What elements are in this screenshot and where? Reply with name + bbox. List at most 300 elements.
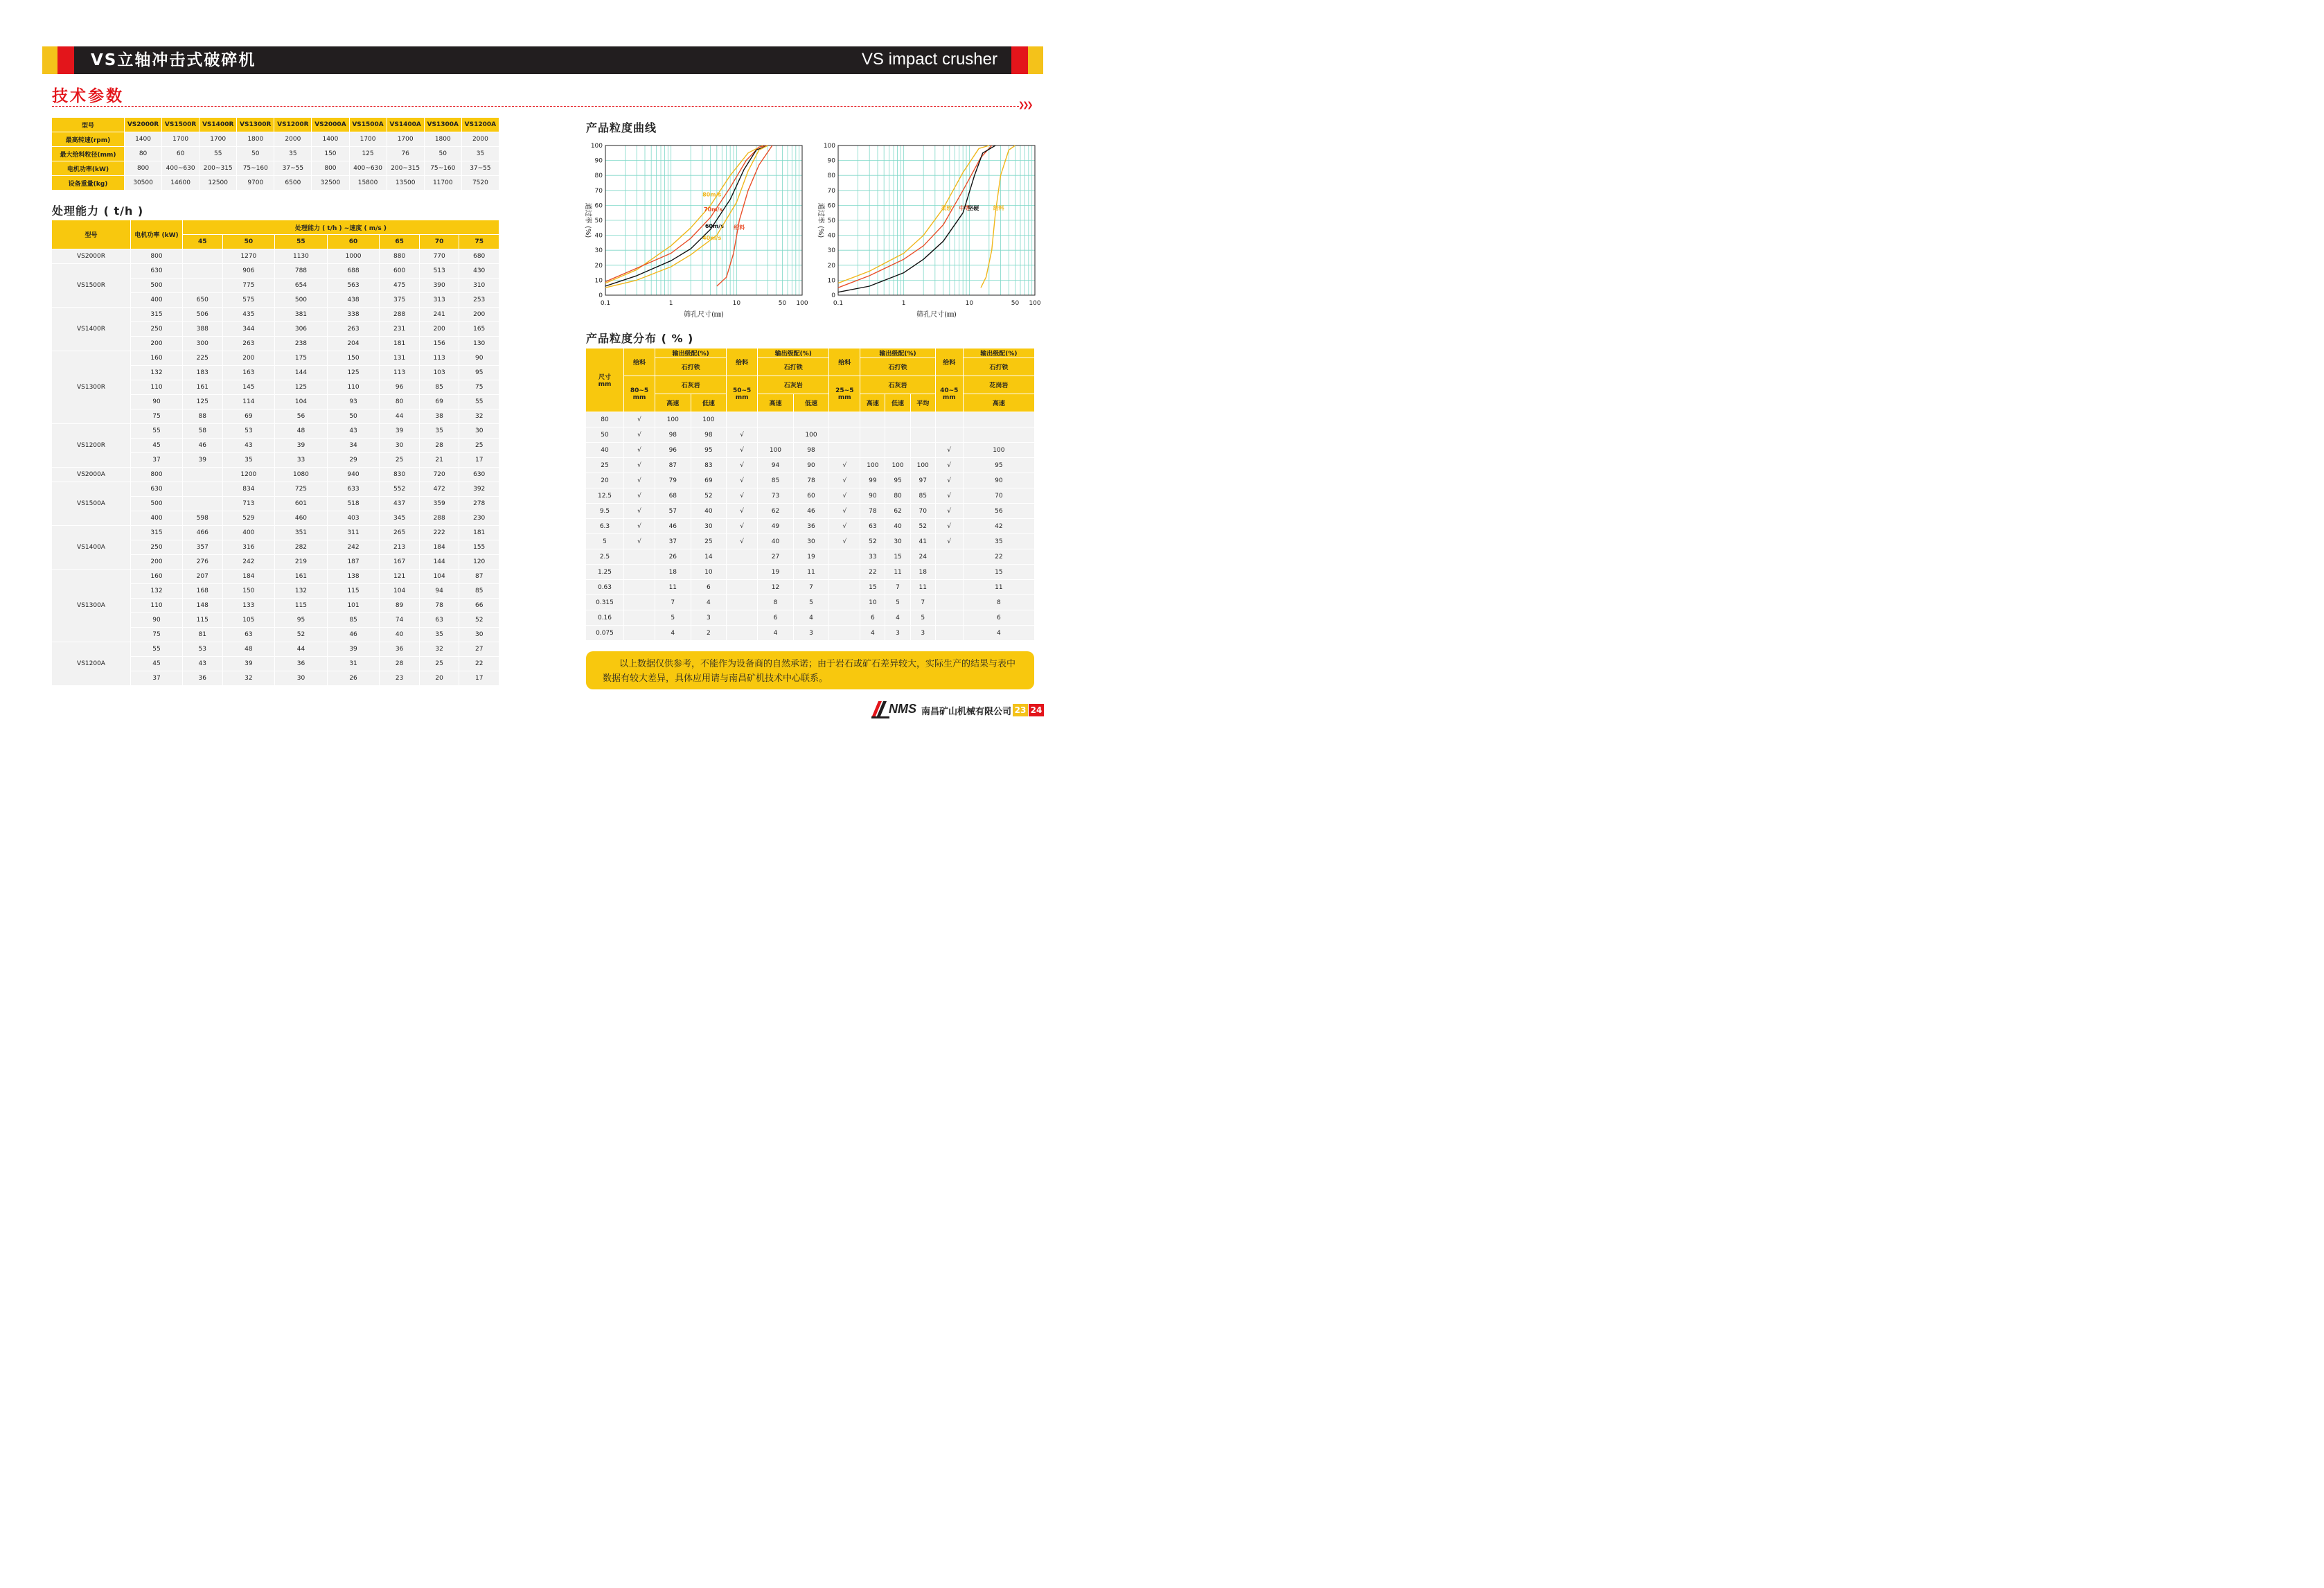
series-label-4: 给料 — [734, 224, 745, 231]
series-line-1 — [838, 145, 992, 288]
spec-cell: 37~55 — [274, 161, 312, 176]
dist-cell: 62 — [758, 504, 794, 519]
capacity-cell: 375 — [380, 293, 420, 308]
capacity-cell — [183, 279, 223, 293]
y-tick-label: 60 — [827, 202, 835, 210]
capacity-cell: 145 — [223, 380, 276, 395]
capacity-cell: 21 — [420, 453, 460, 468]
capacity-cell: 30 — [275, 671, 328, 686]
capacity-cell: 311 — [328, 526, 380, 540]
spec-model-VS1200R: VS1200R — [274, 118, 312, 132]
y-tick-label: 10 — [827, 277, 835, 285]
spec-table — [52, 118, 499, 191]
capacity-cell: 94 — [420, 584, 460, 599]
capacity-cell: 63 — [420, 613, 460, 628]
capacity-cell: 183 — [183, 366, 223, 380]
dist-cell: 100 — [758, 443, 794, 458]
capacity-cell: 278 — [459, 497, 499, 511]
dist-output-2: 输出级配(%) — [860, 349, 935, 358]
banner-accent-left-yellow — [42, 46, 57, 74]
dist-cell: 79 — [655, 473, 691, 488]
dist-feed-check — [624, 610, 655, 626]
dist-cell: 96 — [655, 443, 691, 458]
dist-feed-check: √ — [936, 504, 964, 519]
capacity-cell: 69 — [420, 395, 460, 409]
dist-rock-0: 石灰岩 — [655, 376, 727, 394]
capacity-cell: 32 — [223, 671, 276, 686]
spec-cell: 15800 — [350, 176, 387, 191]
capacity-power-cell: 400 — [131, 511, 183, 526]
dist-cell: 46 — [655, 519, 691, 534]
dist-size-cell: 80 — [586, 412, 624, 427]
capacity-cell: 36 — [380, 642, 420, 657]
dist-cell: 97 — [911, 473, 936, 488]
dist-feed-check — [936, 626, 964, 641]
spec-cell: 1700 — [387, 132, 425, 147]
capacity-cell: 52 — [275, 628, 328, 642]
dist-cell: 4 — [691, 595, 727, 610]
capacity-cell: 90 — [459, 351, 499, 366]
page-number-right: 24 — [1029, 704, 1044, 716]
dist-speed-1-1: 低速 — [794, 394, 830, 412]
capacity-cell: 163 — [223, 366, 276, 380]
dist-cell: 70 — [964, 488, 1035, 504]
spec-cell: 1700 — [350, 132, 387, 147]
dist-cell: 95 — [691, 443, 727, 458]
dist-cell — [758, 427, 794, 443]
capacity-cell: 880 — [380, 249, 420, 264]
dist-cell: 6 — [691, 580, 727, 595]
table-row — [586, 549, 1035, 565]
spec-cell: 6500 — [274, 176, 312, 191]
capacity-cell: 17 — [459, 453, 499, 468]
dist-feed-check — [936, 610, 964, 626]
y-tick-label: 50 — [594, 218, 603, 224]
capacity-cell: 940 — [328, 468, 380, 482]
dist-cell: 24 — [911, 549, 936, 565]
capacity-cell: 263 — [328, 322, 380, 337]
capacity-cell — [183, 249, 223, 264]
capacity-cell: 46 — [183, 439, 223, 453]
capacity-cell: 184 — [420, 540, 460, 555]
dist-cell: 83 — [691, 458, 727, 473]
dist-feed-check: √ — [829, 504, 860, 519]
capacity-cell: 316 — [223, 540, 276, 555]
dist-size-cell: 2.5 — [586, 549, 624, 565]
capacity-power-cell: 37 — [131, 453, 183, 468]
dist-speed-2-2: 平均 — [911, 394, 936, 412]
dist-cell: 5 — [885, 595, 910, 610]
dist-feed-check: √ — [936, 458, 964, 473]
capacity-cell: 43 — [223, 439, 276, 453]
dist-feed-check — [727, 610, 758, 626]
capacity-cell: 35 — [420, 628, 460, 642]
dist-feed-check — [727, 595, 758, 610]
spec-row — [52, 161, 499, 176]
dist-feed-check — [829, 565, 860, 580]
dist-cell: 37 — [655, 534, 691, 549]
dist-feed-check: √ — [727, 488, 758, 504]
dist-size-cell: 12.5 — [586, 488, 624, 504]
capacity-cell: 435 — [223, 308, 276, 322]
capacity-cell: 204 — [328, 337, 380, 351]
dist-size-cell: 1.25 — [586, 565, 624, 580]
dist-size-cell: 0.63 — [586, 580, 624, 595]
dist-cell: 6 — [758, 610, 794, 626]
spec-cell: 1800 — [425, 132, 462, 147]
dist-cell: 98 — [655, 427, 691, 443]
capacity-cell: 29 — [328, 453, 380, 468]
capacity-cell: 48 — [275, 424, 328, 439]
capacity-cell: 95 — [275, 613, 328, 628]
dist-feed-check: √ — [624, 427, 655, 443]
disclaimer-note: 以上数据仅供参考，不能作为设备商的自然承诺；由于岩石或矿石差异较大，实际生产的结果与表中数据有较大差异，具体应用请与南昌矿机技术中心联系。 — [586, 651, 1034, 689]
dist-cell — [860, 443, 885, 458]
dist-cell: 52 — [911, 519, 936, 534]
capacity-cell: 43 — [183, 657, 223, 671]
capacity-cell: 1200 — [223, 468, 276, 482]
capacity-cell: 500 — [275, 293, 328, 308]
capacity-power-cell: 55 — [131, 424, 183, 439]
capacity-cell: 22 — [459, 657, 499, 671]
series-label-0: 柔软 — [941, 204, 952, 211]
table-row — [586, 580, 1035, 595]
capacity-model-VS1200R: VS1200R — [52, 424, 131, 468]
spec-cell: 14600 — [162, 176, 199, 191]
x-tick-label: 10 — [732, 300, 741, 307]
dist-cell: 100 — [964, 443, 1035, 458]
capacity-cell: 359 — [420, 497, 460, 511]
capacity-cell: 155 — [459, 540, 499, 555]
capacity-cell: 125 — [183, 395, 223, 409]
capacity-title: 处理能力 ( t/h ) — [52, 204, 144, 218]
table-row — [586, 519, 1035, 534]
dist-speed-1-0: 高速 — [758, 394, 794, 412]
dist-cell — [758, 412, 794, 427]
table-row — [586, 565, 1035, 580]
dist-feed-check: √ — [829, 534, 860, 549]
capacity-cell: 161 — [183, 380, 223, 395]
dist-cell: 22 — [964, 549, 1035, 565]
spec-row — [52, 147, 499, 161]
dist-cell: 3 — [794, 626, 830, 641]
spec-header-label: 型号 — [52, 118, 125, 132]
capacity-cell: 345 — [380, 511, 420, 526]
y-tick-label: 90 — [594, 157, 603, 165]
series-label-2: 坚硬 — [968, 204, 979, 211]
divider-arrows-icon: ❯❯❯ — [1018, 100, 1031, 109]
dist-cell: 63 — [860, 519, 885, 534]
series-label-2: 60m/s — [704, 222, 724, 229]
dist-cell: 62 — [885, 504, 910, 519]
spec-cell: 12500 — [199, 176, 237, 191]
capacity-cell: 633 — [328, 482, 380, 497]
table-row — [586, 488, 1035, 504]
table-row — [52, 424, 499, 439]
capacity-power-cell: 132 — [131, 584, 183, 599]
capacity-cell: 552 — [380, 482, 420, 497]
dist-cell — [964, 412, 1035, 427]
dist-feed-check: √ — [936, 473, 964, 488]
capacity-cell: 242 — [328, 540, 380, 555]
dist-feed-check: √ — [829, 473, 860, 488]
spec-model-VS1200A: VS1200A — [462, 118, 499, 132]
capacity-cell: 390 — [420, 279, 460, 293]
capacity-power-cell: 75 — [131, 628, 183, 642]
capacity-power-cell: 630 — [131, 264, 183, 279]
capacity-cell: 200 — [223, 351, 276, 366]
dist-cell: 42 — [964, 519, 1035, 534]
dist-feed-check — [936, 412, 964, 427]
capacity-cell: 207 — [183, 570, 223, 584]
table-row — [586, 427, 1035, 443]
dist-cell: 11 — [655, 580, 691, 595]
spec-row — [52, 176, 499, 191]
dist-cell: 60 — [794, 488, 830, 504]
dist-cell: 19 — [794, 549, 830, 565]
y-tick-label: 20 — [594, 262, 603, 270]
spec-row-label: 电机功率(kW) — [52, 161, 125, 176]
capacity-power-cell: 110 — [131, 380, 183, 395]
dist-feed-check: √ — [936, 443, 964, 458]
spec-model-VS2000A: VS2000A — [312, 118, 349, 132]
capacity-cell: 120 — [459, 555, 499, 570]
capacity-cell: 95 — [459, 366, 499, 380]
spec-cell: 37~55 — [462, 161, 499, 176]
dist-cell — [911, 443, 936, 458]
capacity-cell: 144 — [420, 555, 460, 570]
capacity-cell: 175 — [275, 351, 328, 366]
dist-cell — [885, 412, 910, 427]
spec-cell: 1800 — [237, 132, 274, 147]
capacity-cell: 27 — [459, 642, 499, 657]
capacity-cell: 300 — [183, 337, 223, 351]
capacity-cell: 388 — [183, 322, 223, 337]
y-tick-label: 70 — [827, 187, 835, 195]
capacity-cell: 30 — [459, 628, 499, 642]
capacity-cell: 906 — [223, 264, 276, 279]
dist-cell: 90 — [860, 488, 885, 504]
spec-cell: 125 — [350, 147, 387, 161]
dist-feed-check — [727, 412, 758, 427]
dist-cell: 10 — [860, 595, 885, 610]
dist-cell: 4 — [758, 626, 794, 641]
chart-svg-hardness — [809, 139, 1045, 319]
capacity-cell: 81 — [183, 628, 223, 642]
dist-cell: 56 — [964, 504, 1035, 519]
capacity-cell: 788 — [275, 264, 328, 279]
dist-feed-check: √ — [936, 534, 964, 549]
chart-svg-speed — [576, 139, 812, 319]
spec-cell: 400~630 — [350, 161, 387, 176]
capacity-model-VS2000A: VS2000A — [52, 468, 131, 482]
dist-feed-1: 给料 — [727, 349, 758, 376]
table-row — [586, 458, 1035, 473]
dist-cell: 35 — [964, 534, 1035, 549]
y-tick-label: 0 — [598, 292, 603, 299]
capacity-cell: 1130 — [275, 249, 328, 264]
capacity-power-cell: 315 — [131, 308, 183, 322]
capacity-cell: 306 — [275, 322, 328, 337]
capacity-cell: 26 — [328, 671, 380, 686]
dist-cell: 6 — [860, 610, 885, 626]
capacity-cell: 35 — [420, 424, 460, 439]
dist-rock-1: 石灰岩 — [758, 376, 829, 394]
capacity-cell: 150 — [328, 351, 380, 366]
dist-feed-check: √ — [624, 458, 655, 473]
dist-cell: 85 — [911, 488, 936, 504]
capacity-cell: 475 — [380, 279, 420, 293]
dist-cell: 7 — [655, 595, 691, 610]
capacity-cell: 39 — [380, 424, 420, 439]
x-tick-label: 10 — [965, 300, 974, 307]
dist-feed-check: √ — [624, 519, 655, 534]
spec-cell: 55 — [199, 147, 237, 161]
capacity-cell: 288 — [420, 511, 460, 526]
dist-cell: 4 — [655, 626, 691, 641]
capacity-cell: 39 — [223, 657, 276, 671]
dist-cell: 4 — [885, 610, 910, 626]
table-row — [52, 570, 499, 584]
y-tick-label: 30 — [594, 247, 603, 255]
table-row — [586, 412, 1035, 427]
dist-feed-check — [829, 412, 860, 427]
spec-cell: 1400 — [125, 132, 162, 147]
capacity-cell: 114 — [223, 395, 276, 409]
dist-cell: 40 — [691, 504, 727, 519]
dist-cell: 49 — [758, 519, 794, 534]
capacity-cell: 75 — [459, 380, 499, 395]
dist-cell: 78 — [860, 504, 885, 519]
dist-cell: 19 — [758, 565, 794, 580]
capacity-cell: 167 — [380, 555, 420, 570]
spec-model-VS2000R: VS2000R — [125, 118, 162, 132]
capacity-cell: 28 — [380, 657, 420, 671]
dist-cell — [860, 412, 885, 427]
dist-feed-check: √ — [624, 473, 655, 488]
dist-cell: 90 — [794, 458, 830, 473]
dist-speed-2-1: 低速 — [885, 394, 910, 412]
dist-cell: 90 — [964, 473, 1035, 488]
table-row — [586, 610, 1035, 626]
dist-feed-range-3: 40~5 mm — [936, 376, 964, 412]
capacity-cell: 101 — [328, 599, 380, 613]
dist-feed-check — [624, 549, 655, 565]
y-tick-label: 100 — [823, 143, 835, 150]
capacity-cell: 165 — [459, 322, 499, 337]
capacity-cell: 30 — [459, 424, 499, 439]
dist-cell: 41 — [911, 534, 936, 549]
capacity-cell — [183, 482, 223, 497]
capacity-speed-55: 55 — [275, 235, 328, 249]
dist-cell — [885, 427, 910, 443]
capacity-cell: 85 — [328, 613, 380, 628]
spec-cell: 800 — [312, 161, 349, 176]
series-line-3 — [605, 145, 768, 288]
dist-cell: 100 — [885, 458, 910, 473]
dist-feed-check — [624, 565, 655, 580]
capacity-power-cell: 400 — [131, 293, 183, 308]
spec-row-label: 最大给料粒径(mm) — [52, 147, 125, 161]
capacity-power-cell: 500 — [131, 279, 183, 293]
capacity-power-cell: 315 — [131, 526, 183, 540]
table-row — [586, 443, 1035, 458]
capacity-cell: 115 — [275, 599, 328, 613]
capacity-cell: 181 — [380, 337, 420, 351]
capacity-cell: 44 — [275, 642, 328, 657]
x-tick-label: 100 — [1029, 300, 1041, 307]
dist-cell: 52 — [691, 488, 727, 504]
capacity-col-power: 电机功率 (kW) — [131, 220, 183, 249]
capacity-cell: 265 — [380, 526, 420, 540]
dist-cell: 15 — [860, 580, 885, 595]
series-label-3: 给料 — [993, 204, 1004, 211]
capacity-cell: 50 — [328, 409, 380, 424]
capacity-cell: 88 — [183, 409, 223, 424]
capacity-power-cell: 55 — [131, 642, 183, 657]
spec-cell: 75~160 — [237, 161, 274, 176]
dist-feed-check: √ — [624, 443, 655, 458]
capacity-power-cell: 45 — [131, 439, 183, 453]
dist-iron-0: 石打铁 — [655, 358, 727, 376]
table-row — [586, 534, 1035, 549]
capacity-cell: 563 — [328, 279, 380, 293]
curve-title: 产品粒度曲线 — [586, 121, 657, 134]
capacity-cell: 44 — [380, 409, 420, 424]
dist-feed-0: 给料 — [624, 349, 655, 376]
dist-iron-1: 石打铁 — [758, 358, 829, 376]
section-divider — [52, 106, 1019, 107]
dist-size-cell: 40 — [586, 443, 624, 458]
capacity-cell: 529 — [223, 511, 276, 526]
capacity-cell: 156 — [420, 337, 460, 351]
dist-size-cell: 0.075 — [586, 626, 624, 641]
dist-cell: 5 — [655, 610, 691, 626]
dist-cell: 73 — [758, 488, 794, 504]
spec-cell: 76 — [387, 147, 425, 161]
table-row — [586, 595, 1035, 610]
capacity-cell: 282 — [275, 540, 328, 555]
spec-cell: 80 — [125, 147, 162, 161]
dist-cell: 3 — [911, 626, 936, 641]
capacity-cell: 575 — [223, 293, 276, 308]
x-tick-label: 1 — [901, 300, 906, 307]
spec-cell: 800 — [125, 161, 162, 176]
gradation-chart-hardness — [809, 139, 1045, 319]
capacity-cell: 770 — [420, 249, 460, 264]
capacity-cell: 1270 — [223, 249, 276, 264]
table-row — [52, 264, 499, 279]
dist-cell: 100 — [655, 412, 691, 427]
dist-cell: 78 — [794, 473, 830, 488]
spec-model-VS1300A: VS1300A — [425, 118, 462, 132]
dist-feed-check — [829, 580, 860, 595]
y-tick-label: 60 — [594, 202, 603, 210]
capacity-speed-60: 60 — [328, 235, 380, 249]
capacity-cell: 39 — [328, 642, 380, 657]
capacity-cell: 313 — [420, 293, 460, 308]
capacity-cell: 55 — [459, 395, 499, 409]
dist-feed-2: 给料 — [829, 349, 860, 376]
capacity-cell: 680 — [459, 249, 499, 264]
dist-cell: 95 — [885, 473, 910, 488]
capacity-speed-75: 75 — [459, 235, 499, 249]
capacity-cell: 231 — [380, 322, 420, 337]
series-line-0 — [605, 145, 763, 283]
capacity-cell: 56 — [275, 409, 328, 424]
dist-cell: 11 — [885, 565, 910, 580]
capacity-cell: 213 — [380, 540, 420, 555]
